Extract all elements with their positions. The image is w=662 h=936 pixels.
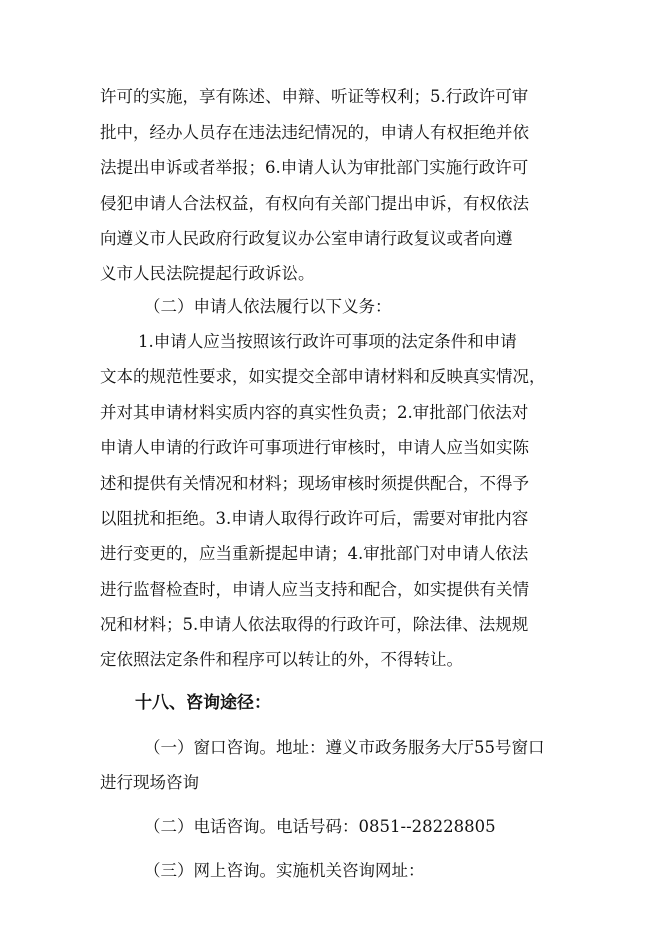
para1-line-5: 向遵义市人民政府行政复议办公室申请行政复议或者向遵: [100, 229, 513, 248]
phone-consult-line: （二）电话咨询。电话号码：0851--28228805: [144, 817, 496, 836]
para1-line-4: 侵犯申请人合法权益，有权向有关部门提出申诉，有权依法: [100, 194, 529, 213]
para2-line-1: 1.申请人应当按照该行政许可事项的法定条件和申请: [138, 332, 517, 351]
para2-line-7: 进行变更的，应当重新提起申请；4.审批部门对申请人依法: [100, 544, 529, 563]
para2-line-9: 况和材料；5.申请人依法取得的行政许可，除法律、法规规: [100, 615, 529, 634]
para2-line-2: 文本的规范性要求，如实提交全部申请材料和反映真实情况，: [100, 367, 546, 386]
para1-line-3: 法提出申诉或者举报；6.申请人认为审批部门实施行政许可: [100, 158, 529, 177]
para1-line-6: 义市人民法院提起行政诉讼。: [100, 264, 315, 283]
para1-line-1: 许可的实施，享有陈述、申辩、听证等权利；5.行政许可审: [100, 87, 529, 106]
para2-line-8: 进行监督检查时，申请人应当支持和配合，如实提供有关情: [100, 580, 529, 599]
obligations-subtitle: （二）申请人依法履行以下义务：: [144, 297, 392, 316]
section-18-heading: 十八、咨询途径：: [135, 693, 271, 713]
window-consult-line-2: 进行现场咨询: [100, 773, 199, 792]
window-consult-line-1: （一）窗口咨询。地址：遵义市政务服务大厅55号窗口: [144, 738, 545, 757]
para2-line-10: 定依照法定条件和程序可以转让的外，不得转让。: [100, 650, 463, 669]
online-consult-line: （三）网上咨询。实施机关咨询网址：: [144, 861, 425, 880]
para1-line-2: 批中，经办人员存在违法违纪情况的，申请人有权拒绝并依: [100, 123, 529, 142]
para2-line-5: 述和提供有关情况和材料；现场审核时须提供配合，不得予: [100, 474, 529, 493]
para2-line-4: 申请人申请的行政许可事项进行审核时，申请人应当如实陈: [100, 438, 529, 457]
para2-line-6: 以阻扰和拒绝。3.申请人取得行政许可后，需要对审批内容: [100, 509, 529, 528]
para2-line-3: 并对其申请材料实质内容的真实性负责；2.审批部门依法对: [100, 403, 529, 422]
